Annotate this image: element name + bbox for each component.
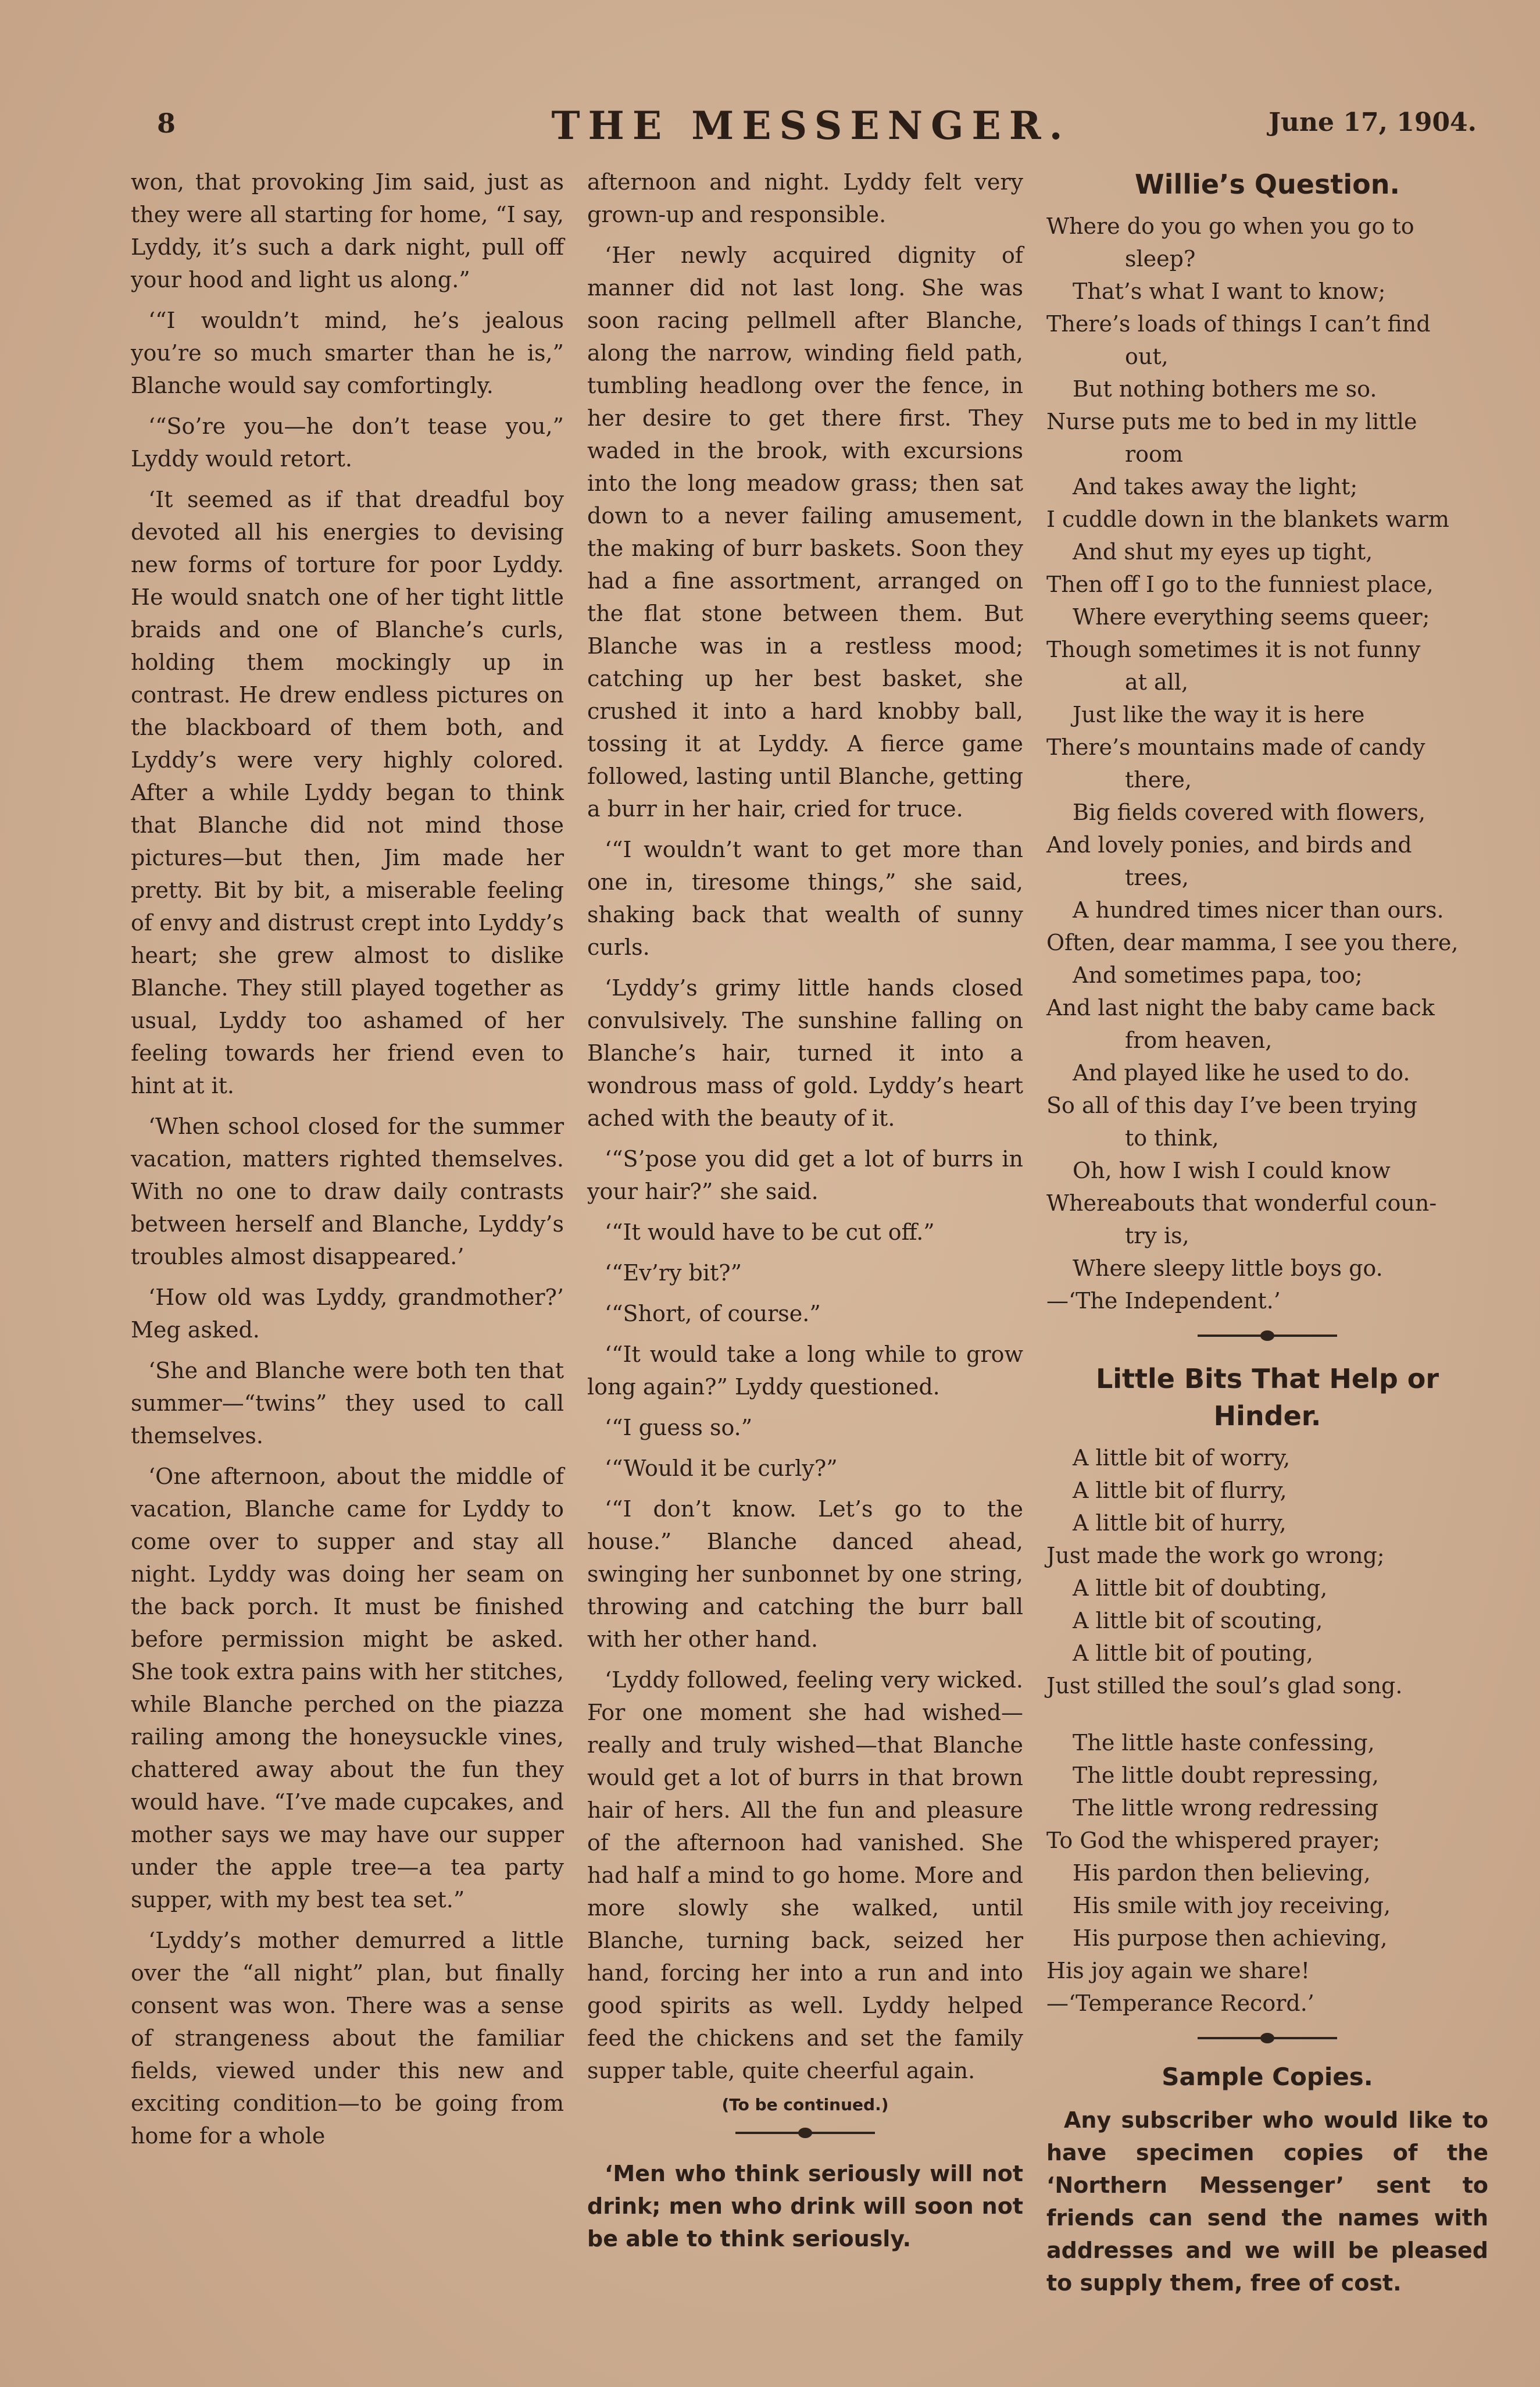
- poem-line: A little bit of doubting,: [1073, 1575, 1328, 1601]
- poem-line: there,: [1125, 767, 1192, 793]
- poem-line: That’s what I want to know;: [1073, 279, 1386, 304]
- poem-line: Where do you go when you go to: [1046, 213, 1414, 239]
- poem-line: The little wrong redressing: [1073, 1795, 1378, 1821]
- paragraph: ‘“It would have to be cut off.”: [605, 1219, 935, 1245]
- poem-line: And played like he used to do.: [1073, 1060, 1410, 1086]
- stanza-break: [1046, 1702, 1488, 1726]
- paragraph: ‘Lyddy’s mother demurred a little over the “all night” plan, but finally consent was won. There was a sense of strangeness about the familiar fields, viewed under this new and exciting condition—to be going from home for a whole: [131, 1928, 564, 2149]
- paragraph: ‘“I guess so.”: [605, 1415, 753, 1440]
- poem-line: His pardon then believing,: [1073, 1860, 1371, 1886]
- poem-line: The little haste confessing,: [1073, 1730, 1375, 1756]
- temperance-notice: ‘Men who think seriously will not drink; men who drink will soon not be able to think seriously.: [587, 2161, 1023, 2252]
- poem-title: Little Bits That Help or Hinder.: [1095, 1363, 1439, 1432]
- divider: [1198, 2037, 1337, 2039]
- paragraph: ‘“S’pose you did get a lot of burrs in your hair?” she said.: [587, 1146, 1023, 1204]
- paragraph: won, that provoking Jim said, just as they were all starting for home, “I say, Lyddy, it’s such a dark night, pull off your hood and light us along.”: [131, 169, 564, 292]
- paragraph: ‘Lyddy’s grimy little hands closed convulsively. The sunshine falling on Blanche’s hair, turned it into a wondrous mass of gold. Lyddy’s heart ached with the beauty of it.: [587, 975, 1023, 1131]
- poem-line: A little bit of worry,: [1073, 1445, 1291, 1471]
- poem-line: And shut my eyes up tight,: [1073, 539, 1373, 565]
- paragraph: ‘One afternoon, about the middle of vacation, Blanche came for Lyddy to come over to supper and stay all night. Lyddy was doing her seam on the back porch. It must be finished before permission might be asked. She took extra pains with her stitches, while Blanche perched on the piazza railing among the honeysuckle vines, chattered away about the fun they would have. “I’ve made cupcakes, and mother says we may have our supper under the apple tree—a tea party supper, with my best tea set.”: [131, 1464, 564, 1913]
- poem-source: —‘Temperance Record.’: [1046, 1990, 1314, 2016]
- paragraph: ‘She and Blanche were both ten that summer—“twins” they used to call themselves.: [131, 1358, 564, 1448]
- divider: [1198, 1335, 1337, 1337]
- poem-line: And takes away the light;: [1073, 474, 1358, 499]
- poem-line: A little bit of scouting,: [1073, 1608, 1323, 1633]
- masthead: THE MESSENGER.: [551, 103, 1071, 148]
- poem-line: I cuddle down in the blankets warm: [1046, 506, 1449, 532]
- paragraph: ‘Lyddy followed, feeling very wicked. For one moment she had wished—really and truly wished—that Blanche would get a lot of burrs in that brown hair of hers. All the fun and pleasure of the afternoon had vanished. She had half a mind to go home. More and more slowly she walked, until Blanche, turning back, seized her hand, forcing her into a run and into good spirits as well. Lyddy helped feed the chickens and set the family supper table, quite cheerful again.: [587, 1667, 1023, 2083]
- column-3: [1046, 166, 1488, 2307]
- poem-line: out,: [1125, 344, 1169, 369]
- poem-line: Nurse puts me to bed in my little: [1046, 409, 1417, 434]
- poem-line: room: [1125, 441, 1183, 467]
- poem-line: Big fields covered with flowers,: [1073, 800, 1426, 825]
- paragraph: ‘“I don’t know. Let’s go to the house.” Blanche danced ahead, swinging her sunbonnet by one string, throwing and catching the burr ball with her other hand.: [587, 1496, 1023, 1652]
- poem-line: The little doubt repressing,: [1073, 1762, 1379, 1788]
- poem-line: Where everything seems queer;: [1073, 604, 1430, 630]
- paragraph: ‘“Would it be curly?”: [605, 1455, 838, 1481]
- poem-line: from heaven,: [1125, 1027, 1273, 1053]
- to-be-continued: (To be continued.): [721, 2095, 889, 2114]
- poem-line: Just like the way it is here: [1073, 702, 1365, 727]
- column-1: [131, 166, 564, 2160]
- paragraph: ‘“Ev’ry bit?”: [605, 1260, 742, 1286]
- poem-source: —‘The Independent.’: [1046, 1288, 1281, 1314]
- poem-line: His joy again we share!: [1046, 1958, 1310, 1983]
- poem-line: And last night the baby came back: [1046, 995, 1435, 1021]
- poem-line: Whereabouts that wonderful coun-: [1046, 1190, 1437, 1216]
- poem-line: But nothing bothers me so.: [1073, 376, 1377, 402]
- paragraph: ‘Her newly acquired dignity of manner did not last long. She was soon racing pellmell after Blanche, along the narrow, winding field path, tumbling headlong over the fence, in her desire to get there first. They waded in the brook, with excursions into the long meadow grass; then sat down to a never failing amusement, the making of burr baskets. Soon they had a fine assortment, arranged on the flat stone between them. But Blanche was in a restless mood; catching up her best basket, she crushed it into a hard knobby ball, tossing it at Lyddy. A fierce game followed, lasting until Blanche, getting a burr in her hair, cried for truce.: [587, 242, 1023, 822]
- paragraph: ‘“It would take a long while to grow long again?” Lyddy questioned.: [587, 1341, 1023, 1400]
- poem-line: Just stilled the soul’s glad song.: [1046, 1673, 1403, 1699]
- poem-line: A hundred times nicer than ours.: [1073, 897, 1444, 923]
- paragraph: afternoon and night. Lyddy felt very grown-up and responsible.: [587, 169, 1023, 227]
- poem-line: try is,: [1125, 1223, 1189, 1248]
- poem-line: Oh, how I wish I could know: [1073, 1158, 1391, 1183]
- poem-line: Where sleepy little boys go.: [1073, 1255, 1383, 1281]
- poem-line: And sometimes papa, too;: [1073, 962, 1363, 988]
- poem-line: There’s loads of things I can’t find: [1046, 311, 1431, 337]
- paragraph: ‘“I wouldn’t mind, he’s jealous you’re so much smarter than he is,” Blanche would say comfortingly.: [131, 308, 564, 398]
- poem-line: So all of this day I’ve been trying: [1046, 1093, 1417, 1118]
- poem-line: Often, dear mamma, I see you there,: [1046, 930, 1459, 955]
- paragraph: ‘How old was Lyddy, grandmother?’ Meg asked.: [131, 1285, 564, 1343]
- page-header: [145, 103, 1477, 148]
- poem-line: to think,: [1125, 1125, 1219, 1151]
- poem-little-bits: [1046, 1442, 1488, 2020]
- paragraph: ‘“So’re you—he don’t tease you,” Lyddy would retort.: [131, 413, 564, 472]
- poem-line: To God the whispered prayer;: [1046, 1828, 1380, 1853]
- poem-line: His purpose then achieving,: [1073, 1925, 1388, 1951]
- poem-line: Then off I go to the funniest place,: [1046, 572, 1434, 597]
- poem-line: sleep?: [1125, 246, 1196, 272]
- poem-line: His smile with joy receiving,: [1073, 1893, 1391, 1918]
- poem-line: There’s mountains made of candy: [1046, 734, 1425, 760]
- issue-date: June 17, 1904.: [1269, 108, 1477, 137]
- poem-willies-question: [1046, 210, 1488, 1317]
- poem-line: A little bit of hurry,: [1073, 1510, 1287, 1536]
- sample-copies-notice: Any subscriber who would like to have specimen copies of the ‘Northern Messenger’ sent to friends can send the names with addresses and we will be pleased to supply them, free of cost.: [1046, 2107, 1488, 2296]
- paragraph: ‘“I wouldn’t want to get more than one in, tiresome things,” she said, shaking back that wealth of sunny curls.: [587, 837, 1023, 960]
- column-2: [587, 166, 1023, 2263]
- poem-line: A little bit of pouting,: [1073, 1640, 1313, 1666]
- poem-line: Just made the work go wrong;: [1046, 1543, 1385, 1568]
- paragraph: ‘When school closed for the summer vacation, matters righted themselves. With no one to draw daily contrasts between herself and Blanche, Lyddy’s troubles almost disappeared.’: [131, 1114, 564, 1269]
- paragraph: ‘It seemed as if that dreadful boy devoted all his energies to devising new forms of torture for poor Lyddy. He would snatch one of her tight little braids and one of Blanche’s curls, holding them mockingly up in contrast. He drew endless pictures on the blackboard of them both, and Lyddy’s were very highly colored. After a while Lyddy began to think that Blanche did not mind those pictures—but then, Jim made her pretty. Bit by bit, a miserable feeling of envy and distrust crept into Lyddy’s heart; she grew almost to dislike Blanche. They still played together as usual, Lyddy too ashamed of her feeling towards her friend even to hint at it.: [131, 487, 564, 1098]
- poem-line: trees,: [1125, 865, 1189, 890]
- poem-title: Willie’s Question.: [1135, 169, 1400, 200]
- poem-line: And lovely ponies, and birds and: [1046, 832, 1412, 858]
- sample-copies-title: Sample Copies.: [1162, 2063, 1373, 2091]
- divider: [735, 2132, 875, 2134]
- poem-line: at all,: [1125, 669, 1189, 695]
- page-number: 8: [157, 108, 176, 139]
- poem-line: Though sometimes it is not funny: [1046, 637, 1421, 662]
- poem-line: A little bit of flurry,: [1073, 1478, 1287, 1503]
- paragraph: ‘“Short, of course.”: [605, 1301, 821, 1326]
